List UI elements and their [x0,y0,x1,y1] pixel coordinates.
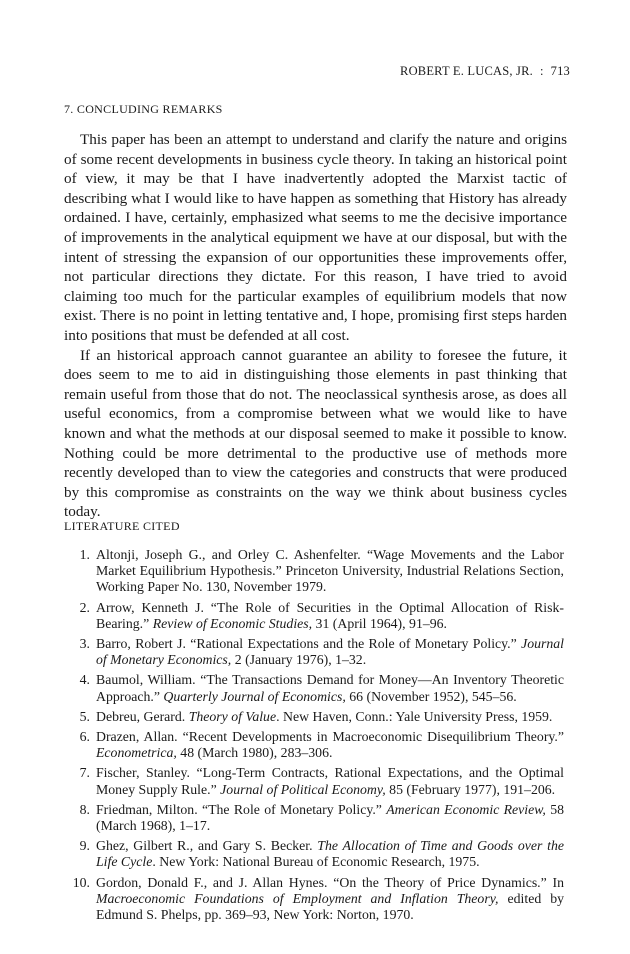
reference-list [70,547,564,927]
reference-text-main: Barro, Robert J. “Rational Expectations and the Role of Monetary Policy.” [96,636,522,652]
reference-text [96,729,564,761]
reference-number: 2. [79,599,90,615]
reference-text-details: . New Haven, Conn.: Yale University Press, 1959. [276,708,553,724]
reference-item [70,838,564,870]
reference-item [70,547,564,596]
reference-item [70,802,564,834]
reference-number: 8. [79,801,90,817]
reference-item [70,709,564,725]
reference-number: 6. [79,729,90,745]
reference-source-title: Macroeconomic Foundations of Employment and Inflation Theory, [96,890,499,906]
reference-item [70,729,564,761]
reference-text-main: Friedman, Milton. “The Role of Monetary Policy.” [96,801,387,817]
reference-text [96,547,564,596]
reference-text [96,802,564,834]
reference-number: 1. [79,547,90,562]
reference-item [70,875,564,924]
reference-text-details: 58 (March 1968), 1–17. [96,801,564,834]
reference-source-title: American Economic Review, [386,801,546,817]
reference-text-main: Drazen, Allan. “Recent Developments in Macroeconomic Disequilibrium Theory.” [96,729,564,745]
reference-source-title: Theory of Value [188,708,277,724]
reference-text-main: Fischer, Stanley. “Long-Term Contracts, Rational Expectations, and the Optimal Money Supply Rule.” [96,765,564,797]
reference-text-details: 2 (January 1976), 1–32. [231,652,367,668]
reference-source-title: Quarterly Journal of Economics, [163,688,346,704]
reference-text [96,600,564,632]
reference-item [70,636,564,668]
reference-number: 9. [79,838,90,854]
reference-text-details: 85 (February 1977), 191–206. [385,781,556,797]
reference-text-details: 31 (April 1964), 91–96. [312,615,447,631]
running-head [400,64,570,79]
paragraph: This paper has been an attempt to understand and clarify the nature and origins of some recent developments in business cycle theory. In taking an historical point of view, it may be that I have inadvertently adopted the Marxist tactic of describing what I would like to have happen as something that History has already ordained. I have, certainly, emphasized what seems to me the decisive importance of improvements in the analytical equipment we have at our disposal, but with the intent of stressing the expansion of our opportunities these improvements offer, not particular directions they dictate. For this reason, I have tried to avoid claiming too much for the particular examples of equilibrium models that now exist. There is no point in letting tentative and, I hope, promising first steps harden into positions that must be defended at all cost. [64,131,567,344]
reference-source-title: Journal of Monetary Economics, [96,636,564,668]
reference-source-title: Econometrica, [96,745,177,761]
paragraph: If an historical approach cannot guarantee an ability to foresee the future, it does seem to me to aid in distinguishing those elements in past thinking that remain useful from those that do not. The neoclassical synthesis arose, as does all useful economics, from a compromise between what we would like to have known and what the methods at our disposal seemed to make it possible to know. Nothing could be more detrimental to the productive use of methods more recently developed than to view the categories and constructs that were produced by this compromise as constraints on the way we think about business cycles today. [64,346,567,521]
reference-item [70,765,564,797]
reference-item [70,600,564,632]
literature-heading: LITERATURE CITED [64,519,180,533]
section-body [64,130,567,522]
reference-text-main: Altonji, Joseph G., and Orley C. Ashenfelter. “Wage Movements and the Labor Market Equilibrium Hypothesis.” Princeton University, Industrial Relations Section, Working Paper No. 130, November 1979. [96,547,564,595]
reference-text-main: Ghez, Gilbert R., and Gary S. Becker. [96,838,318,854]
reference-number: 5. [79,708,90,724]
reference-source-title: Journal of Political Economy, [220,781,386,797]
reference-number: 4. [79,672,90,688]
reference-text-details: 66 (November 1952), 545–56. [345,688,517,704]
reference-text [96,875,564,924]
reference-text [96,709,564,725]
reference-number: 10. [72,874,90,890]
reference-text [96,672,564,704]
reference-text-main: Gordon, Donald F., and J. Allan Hynes. “On the Theory of Price Dynamics.” In [96,874,564,890]
reference-text-main: Arrow, Kenneth J. “The Role of Securities in the Optimal Allocation of Risk-Bearing.” [96,599,564,631]
reference-text-main: Debreu, Gerard. [96,708,189,724]
reference-number: 7. [79,765,90,781]
page-number: 713 [550,64,570,78]
running-head-separator: : [539,64,544,78]
section-heading: 7. CONCLUDING REMARKS [64,102,223,116]
reference-number: 3. [79,636,90,652]
reference-text-details: . New York: National Bureau of Economic Research, 1975. [152,854,480,870]
reference-text-details: 48 (March 1980), 283–306. [176,745,333,761]
running-head-author: ROBERT E. LUCAS, JR. [400,64,533,78]
reference-source-title: Review of Economic Studies, [152,615,313,631]
reference-item [70,672,564,704]
reference-text-details: edited by Edmund S. Phelps, pp. 369–93, New York: Norton, 1970. [96,890,564,923]
reference-text [96,838,564,870]
reference-source-title: The Allocation of Time and Goods over the Life Cycle [96,838,564,870]
reference-text-main: Baumol, William. “The Transactions Demand for Money—An Inventory Theoretic Approach.” [96,672,564,704]
reference-text [96,765,564,797]
reference-text [96,636,564,668]
